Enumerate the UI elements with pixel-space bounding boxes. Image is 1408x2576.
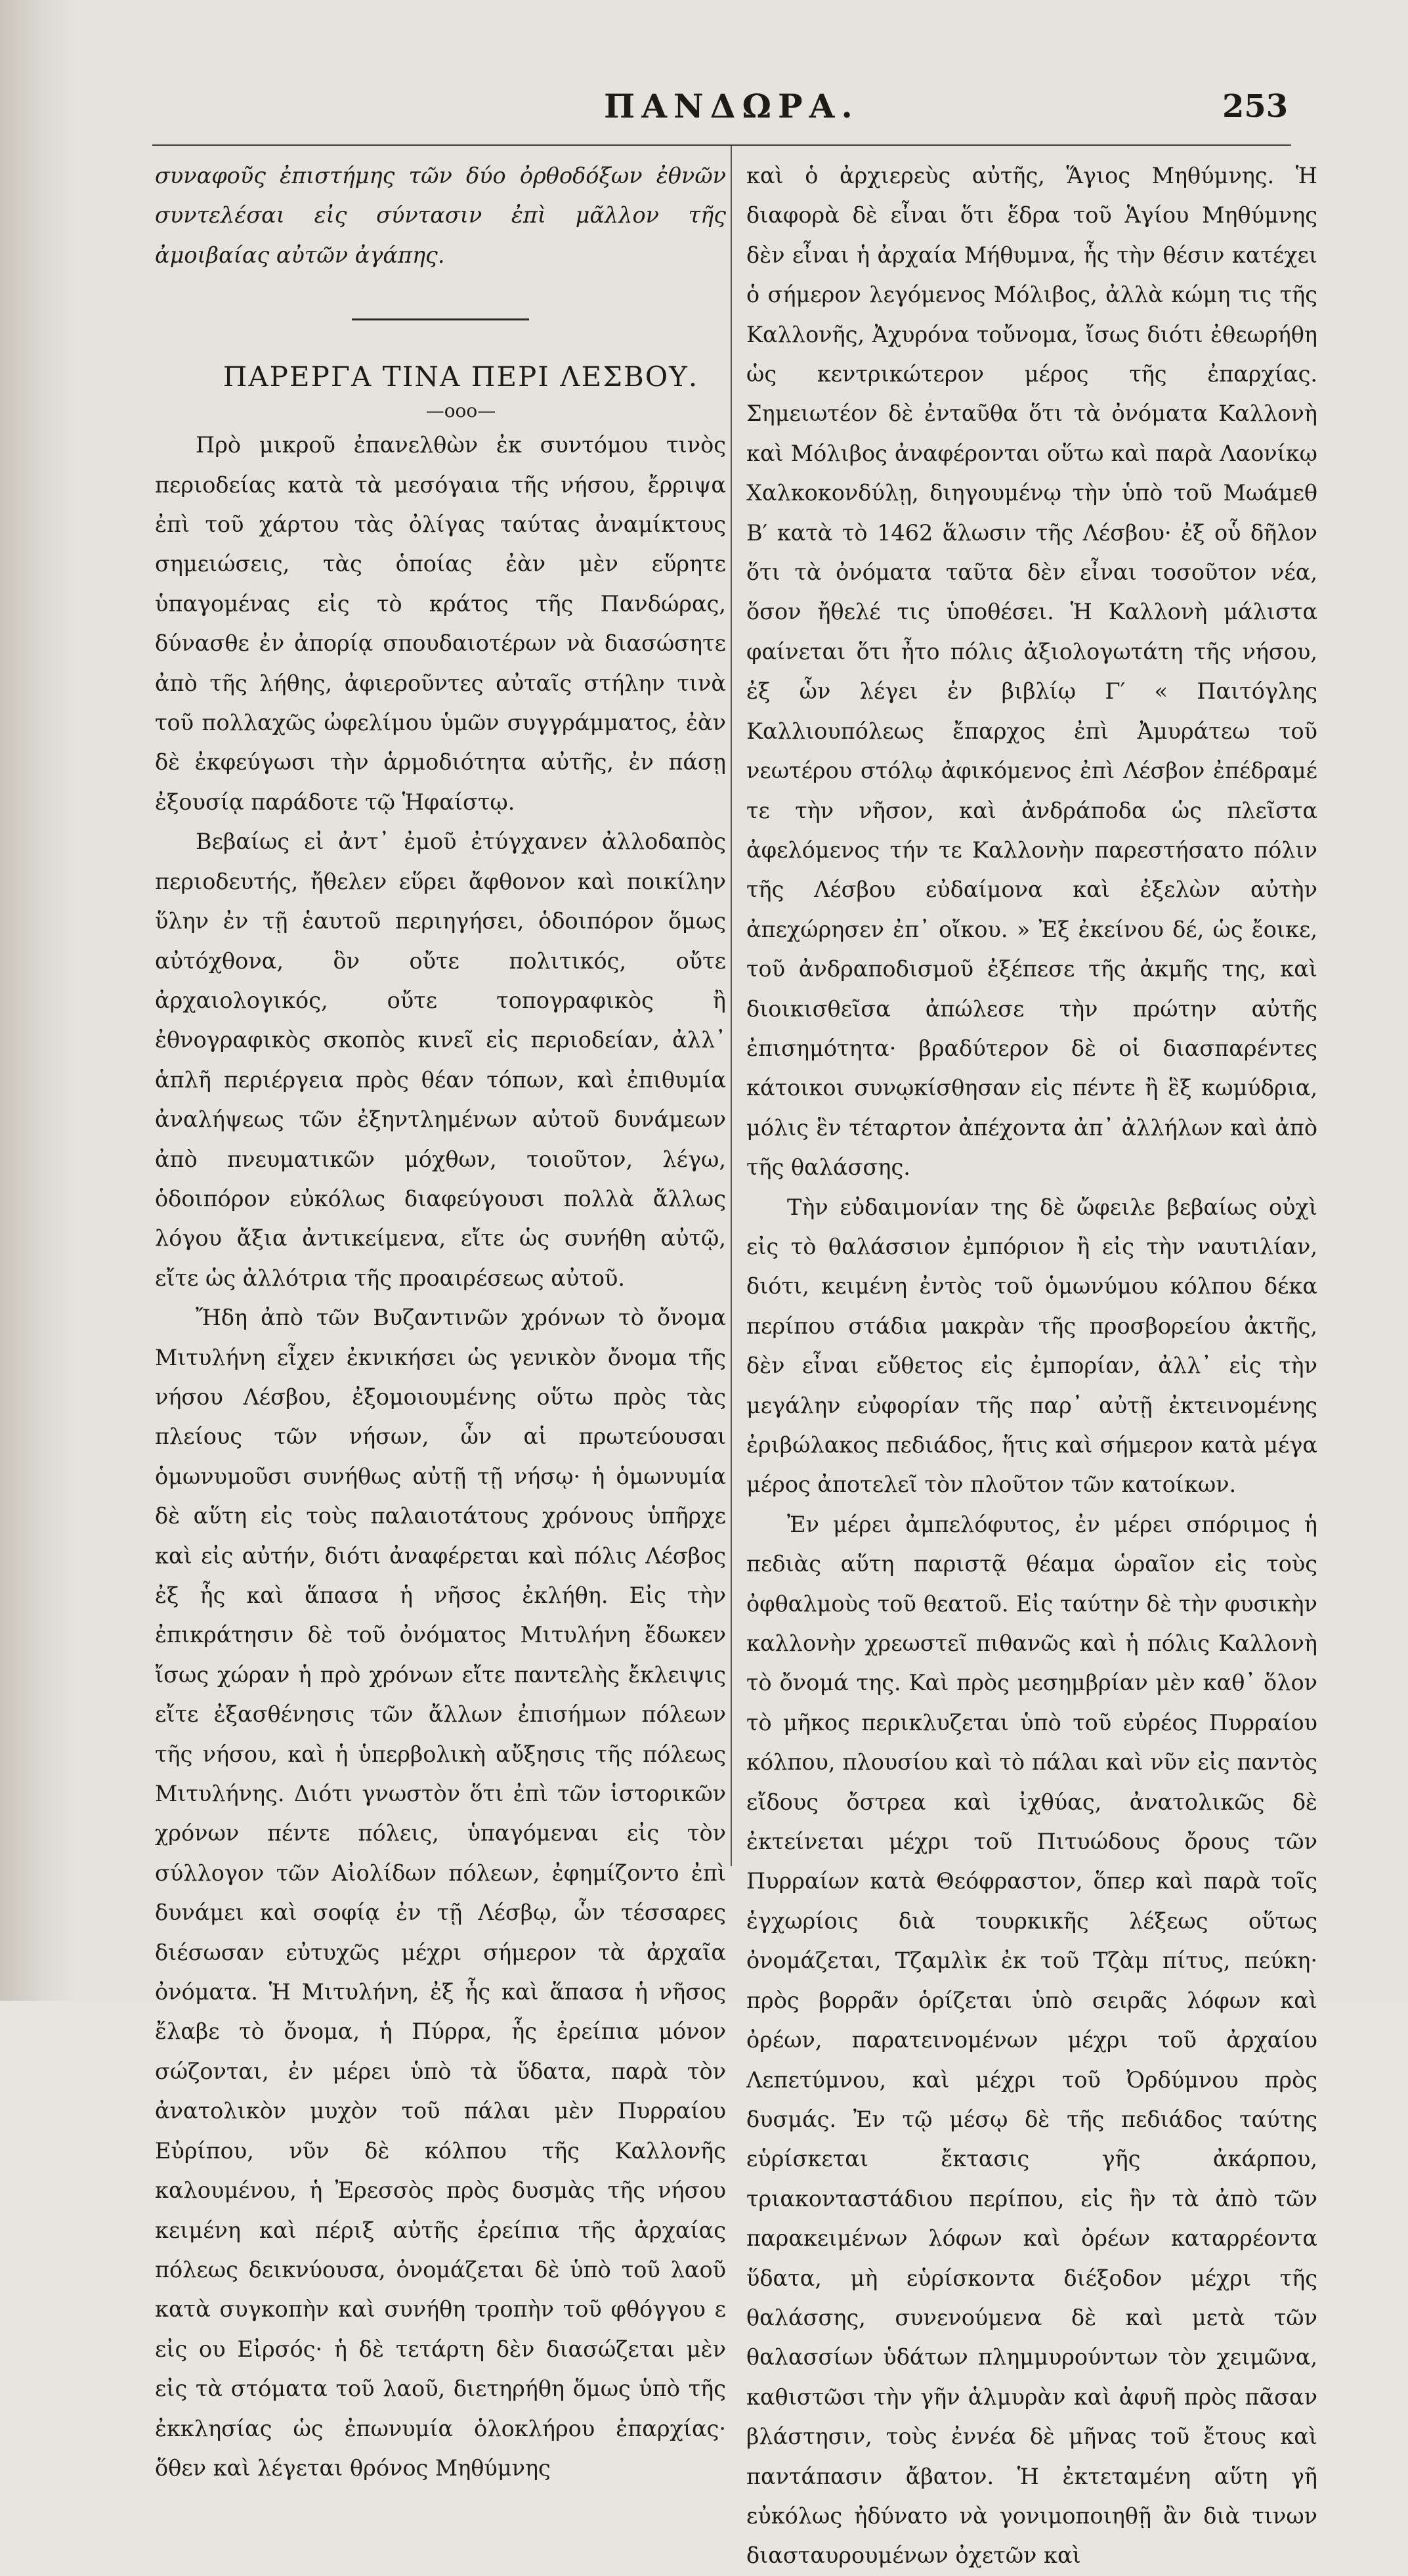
left-column [155, 156, 726, 2488]
section-divider [352, 318, 529, 320]
section-title: ΠΑΡΕΡΓΑ ΤΙΝΑ ΠΕΡΙ ΛΕΣΒΟΥ. [223, 360, 699, 393]
body-paragraph: Ἐν μέρει ἀμπελόφυτος, ἐν μέρει σπόριμος ἡ πεδιὰς αὕτη παριστᾷ θέαμα ὡραῖον εἰς τοὺς ὀφθαλμοὺς τοῦ θεατοῦ. Εἰς ταύτην δὲ τὴν φυσικὴν καλλονὴν χρεωστεῖ πιθανῶς καὶ ἡ πόλις Καλλονὴ τὸ ὄνομά της. Καὶ πρὸς μεσημβρίαν μὲν καθ᾽ ὅλον τὸ μῆκος περικλυζεται ὑπὸ τοῦ εὐρέος Πυρραίου κόλπου, πλουσίου καὶ τὸ πάλαι καὶ νῦν εἰς παντὸς εἴδους ὄστρεα καὶ ἰχθύας, ἀνατολικῶς δὲ ἐκτείνεται μέχρι τοῦ Πιτυώδους ὄρους τῶν Πυρραίων κατὰ Θεόφραστον, ὅπερ καὶ παρὰ τοῖς ἐγχωρίοις διὰ τουρκικῆς λέξεως οὕτως ὀνομάζεται, Τζαμλὶκ ἐκ τοῦ Τζὰμ πίτυς, πεύκη· πρὸς βορρᾶν ὁρίζεται ὑπὸ σειρᾶς λόφων καὶ ὀρέων, παρατεινομένων μέχρι τοῦ ἀρχαίου Λεπετύμνου, καὶ μέχρι τοῦ Ὀρδύμνου πρὸς δυσμάς. Ἐν τῷ μέσῳ δὲ τῆς πεδιάδος ταύτης εὑρίσκεται ἔκτασις γῆς ἀκάρπου, τριακονταστάδιου περίπου, εἰς ἣν τὰ ἀπὸ τῶν παρακειμένων λόφων καὶ ὀρέων καταρρέοντα ὕδατα, μὴ εὑρίσκοντα διέξοδον μέχρι τῆς θαλάσσης, συνενούμενα δὲ καὶ μετὰ τῶν θαλασσίων ὑδάτων πλημμυρούντων τὸν χειμῶνα, καθιστῶσι τὴν γῆν ἁλμυρὰν καὶ ἀφυῆ πρὸς πᾶσαν βλάστησιν, τοὺς ἐννέα δὲ μῆνας τοῦ ἔτους καὶ παντάπασιν ἄβατον. Ἡ ἐκτεταμένη αὕτη γῆ εὐκόλως ἠδύνατο νὰ γονιμοποιηθῇ ἂν διὰ τινων διασταυρουμένων ὀχετῶν καὶ [746, 1511, 1317, 2569]
header-rule [152, 144, 1291, 146]
body-paragraph: Ἤδη ἀπὸ τῶν Βυζαντινῶν χρόνων τὸ ὄνομα Μιτυλήνη εἶχεν ἐκνικήσει ὡς γενικὸν ὄνομα τῆς νήσου Λέσβου, ἐξομοιουμένης οὕτω πρὸς τὰς πλείους τῶν νήσων, ὧν αἱ πρωτεύουσαι ὁμωνυμοῦσι συνήθως αὐτῇ τῇ νήσῳ· ἡ ὁμωνυμία δὲ αὕτη εἰς τοὺς παλαιοτάτους χρόνους ὑπῆρχε καὶ εἰς αὐτήν, διότι ἀναφέρεται καὶ πόλις Λέσβος ἐξ ἧς καὶ ἅπασα ἡ νῆσος ἐκλήθη. Εἰς τὴν ἐπικράτησιν δὲ τοῦ ὀνόματος Μιτυλήνη ἔδωκεν ἴσως χώραν ἡ πρὸ χρόνων εἴτε παντελὴς ἔκλειψις εἴτε ἐξασθένησις τῶν ἄλλων ἐπισήμων πόλεων τῆς νήσου, καὶ ἡ ὑπερβολικὴ αὔξησις τῆς πόλεως Μιτυλήνης. Διότι γνωστὸν ὅτι ἐπὶ τῶν ἱστορικῶν χρόνων πέντε πόλεις, ὑπαγόμεναι εἰς τὸν σύλλογον τῶν Αἰολίδων πόλεων, ἐφημίζοντο ἐπὶ δυνάμει καὶ σοφίᾳ ἐν τῇ Λέσβῳ, ὧν τέσσαρες διέσωσαν εὐτυχῶς μέχρι σήμερον τὰ ἀρχαῖα ὀνόματα. Ἡ Μιτυλήνη, ἐξ ἧς καὶ ἅπασα ἡ νῆσος ἔλαβε τὸ ὄνομα, ἡ Πύρρα, ἧς ἐρείπια μόνον σώζονται, ἐν μέρει ὑπὸ τὰ ὕδατα, παρὰ τὸν ἀνατολικὸν μυχὸν τοῦ πάλαι μὲν Πυρραίου Εὐρίπου, νῦν δὲ κόλπου τῆς Καλλονῆς καλουμένου, ἡ Ἐρεσσὸς πρὸς δυσμὰς τῆς νήσου κειμένη καὶ πέριξ αὐτῆς ἐρείπια τῆς ἀρχαίας πόλεως δεικνύουσα, ὀνομάζεται δὲ ὑπὸ τοῦ λαοῦ κατὰ συγκοπὴν καὶ συνήθη τροπὴν τοῦ φθόγγου ε εἰς ου Εἰρσός· ἡ δὲ τετάρτη δὲν διασώζεται μὲν εἰς τὰ στόματα τοῦ λαοῦ, διετηρήθη ὅμως ὑπὸ τῆς ἐκκλησίας ὡς ἐπωνυμία ὁλοκλήρου ἐπαρχίας· ὅθεν καὶ λέγεται θρόνος Μηθύμνης [155, 1305, 726, 2481]
body-paragraph: Τὴν εὐδαιμονίαν της δὲ ὤφειλε βεβαίως οὐχὶ εἰς τὸ θαλάσσιον ἐμπόριον ἢ εἰς τὴν ναυτιλίαν, διότι, κειμένη ἐντὸς τοῦ ὁμωνύμου κόλπου δέκα περίπου στάδια μακρὰν τῆς προσβορείου ἀκτῆς, δὲν εἶναι εὔθετος εἰς ἐμπορίαν, ἀλλ᾽ εἰς τὴν μεγάλην εὐφορίαν τῆς παρ᾽ αὐτῇ ἐκτεινομένης ἐριβώλακος πεδιάδος, ἥτις καὶ σήμερον κατὰ μέγα μέρος ἀποτελεῖ τὸν πλοῦτον τῶν κατοίκων. [746, 1194, 1317, 1498]
right-column [746, 156, 1317, 2576]
running-head: ΠΑΝΔΩΡΑ. [604, 87, 859, 125]
page-header [0, 87, 1408, 133]
body-paragraph: Βεβαίως εἰ ἀντ᾽ ἐμοῦ ἐτύγχανεν ἀλλοδαπὸς περιοδευτής, ἤθελεν εὕρει ἄφθονον καὶ ποικίλην ὕλην ἐν τῇ ἑαυτοῦ περιηγήσει, ὁδοιπόρον ὅμως αὐτόχθονα, ὃν οὔτε πολιτικός, οὔτε ἀρχαιολογικός, οὔτε τοπογραφικὸς ἢ ἐθνογραφικὸς σκοπὸς κινεῖ εἰς περιοδείαν, ἀλλ᾽ ἁπλῆ περιέργεια πρὸς θέαν τόπων, καὶ ἐπιθυμία ἀναλήψεως τῶν ἐξηντλημένων αὐτοῦ δυνάμεων ἀπὸ πνευματικῶν μόχθων, τοιοῦτον, λέγω, ὁδοιπόρον εὐκόλως διαφεύγουσι πολλὰ ἄλλως λόγου ἄξια ἀντικείμενα, εἴτε ὡς συνήθη αὐτῷ, εἴτε ὡς ἀλλότρια τῆς προαιρέσεως αὐτοῦ. [155, 829, 726, 1291]
body-paragraph: Πρὸ μικροῦ ἐπανελθὼν ἐκ συντόμου τινὸς περιοδείας κατὰ τὰ μεσόγαια τῆς νήσου, ἔρριψα ἐπὶ τοῦ χάρτου τὰς ὀλίγας ταύτας ἀναμίκτους σημειώσεις, τὰς ὁποίας ἐὰν μὲν εὕρητε ὑπαγομένας εἰς τὸ κράτος τῆς Πανδώρας, δύνασθε ἐν ἀπορίᾳ σπουδαιοτέρων νὰ διασώσητε ἀπὸ τῆς λήθης, ἀφιεροῦντες αὐταῖς στήλην τινὰ τοῦ πολλαχῶς ὠφελίμου ὑμῶν συγγράμματος, ἐὰν δὲ ἐκφεύγωσι τὴν ἁρμοδιότητα αὐτῆς, ἐν πάσῃ ἐξουσίᾳ παράδοτε τῷ Ἡφαίστῳ. [155, 432, 726, 815]
column-divider [731, 146, 732, 1866]
page-number: 253 [1222, 88, 1289, 125]
intro-paragraph: συναφοῦς ἐπιστήμης τῶν δύο ὀρθοδόξων ἐθνῶν συντελέσαι εἰς σύντασιν ἐπὶ μᾶλλον τῆς ἀμοιβαίας αὐτῶν ἀγάπης. [155, 163, 726, 268]
page-gutter-shadow [0, 0, 79, 2001]
body-paragraph: καὶ ὁ ἀρχιερεὺς αὐτῆς, Ἅγιος Μηθύμνης. Ἡ διαφορὰ δὲ εἶναι ὅτι ἕδρα τοῦ Ἁγίου Μηθύμνης δὲν εἶναι ἡ ἀρχαία Μήθυμνα, ἧς τὴν θέσιν κατέχει ὁ σήμερον λεγόμενος Μόλιβος, ἀλλὰ κώμη τις τῆς Καλλονῆς, Ἀχυρόνα τοὔνομα, ἴσως διότι ἐθεωρήθη ὡς κεντρικώτερον μέρος τῆς ἐπαρχίας. Σημειωτέον δὲ ἐνταῦθα ὅτι τὰ ὀνόματα Καλλονὴ καὶ Μόλιβος ἀναφέρονται οὕτω καὶ παρὰ Λαονίκῳ Χαλκοκονδύλῃ, διηγουμένῳ τὴν ὑπὸ τοῦ Μωάμεθ Β′ κατὰ τὸ 1462 ἅλωσιν τῆς Λέσβου· ἐξ οὗ δῆλον ὅτι τὰ ὀνόματα ταῦτα δὲν εἶναι τοσοῦτον νέα, ὅσον ἤθελέ τις ὑποθέσει. Ἡ Καλλονὴ μάλιστα φαίνεται ὅτι ἦτο πόλις ἀξιολογωτάτη τῆς νήσου, ἐξ ὧν λέγει ἐν βιβλίῳ Γ′ « Παιτόγλης Καλλιουπόλεως ἔπαρχος ἐπὶ Ἀμυράτεω τοῦ νεωτέρου στόλῳ ἀφικόμενος ἐπὶ Λέσβον ἐπέδραμέ τε τὴν νῆσον, καὶ ἀνδράποδα ὡς πλεῖστα ἀφελόμενος τήν τε Καλλονὴν παρεστήσατο πόλιν τῆς Λέσβου εὐδαίμονα καὶ ἐξελὼν αὐτὴν ἀπεχώρησεν ἐπ᾽ οἴκου. » Ἐξ ἐκείνου δέ, ὡς ἔοικε, τοῦ ἀνδραποδισμοῦ ἐξέπεσε τῆς ἀκμῆς της, καὶ διοικισθεῖσα ἀπώλεσε τὴν πρώτην αὐτῆς ἐπισημότητα· βραδύτερον δὲ οἱ διασπαρέντες κάτοικοι συνῳκίσθησαν εἰς πέντε ἢ ἓξ κωμύδρια, μόλις ἓν τέταρτον ἀπέχοντα ἀπ᾽ ἀλλήλων καὶ ἀπὸ τῆς θαλάσσης. [746, 163, 1317, 1181]
title-ornament: —οοο— [425, 400, 496, 422]
